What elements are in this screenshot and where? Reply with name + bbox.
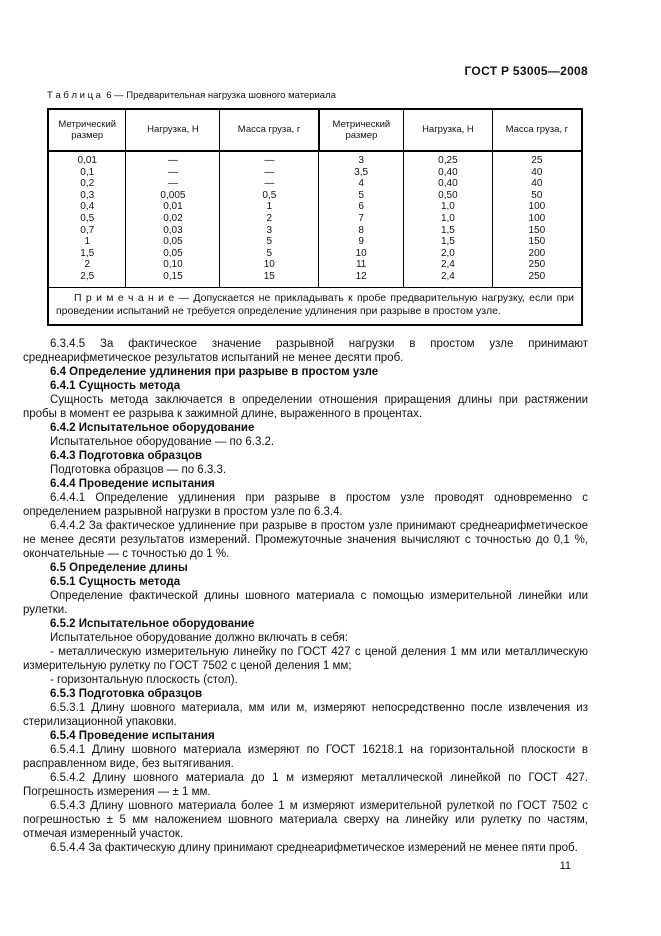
table-cell: 8 [319, 225, 404, 237]
paragraph: Сущность метода заключается в определении отношения приращения длины при растяжении пробы в момент ее разрыва к зажимной длине, выраженного в процентах. [23, 393, 588, 420]
table-cell: 0,05 [126, 248, 220, 260]
table-cell: 2 [220, 213, 319, 225]
paragraph: 6.5.4.3 Длину шовного материала более 1 м измеряют измерительной рулеткой по ГОСТ 7502 с погрешностью ± 5 мм наложением шовного материала сверху на линейку или рулетку по частям, отмечая измеренный участок. [23, 799, 588, 840]
table-row [48, 190, 582, 202]
table-cell: 0,10 [126, 259, 220, 271]
table-cell: 250 [492, 259, 582, 271]
table-row [48, 259, 582, 271]
table-cell: — [126, 151, 220, 167]
table-cell: 1,0 [404, 201, 493, 213]
note-text: — Допускается не прикладывать к пробе предварительную нагрузку, если при проведении испытаний не требуется определение удлинения при разрыве в простом узле. [56, 291, 574, 317]
table-cell: 5 [319, 190, 404, 202]
table-cell: — [220, 167, 319, 179]
table-cell: 0,40 [404, 167, 493, 179]
table-caption [47, 90, 588, 102]
table-cell: 3 [319, 151, 404, 167]
section-heading: 6.4.1 Сущность метода [50, 379, 181, 392]
table-cell: 1,5 [404, 236, 493, 248]
table-cell: 25 [492, 151, 582, 167]
column-header: Нагрузка, Н [126, 109, 220, 151]
table-row [48, 167, 582, 179]
table-note-cell [48, 287, 582, 325]
column-header: Масса груза, г [492, 109, 582, 151]
table-cell: 7 [319, 213, 404, 225]
table-cell: 150 [492, 236, 582, 248]
table-row [48, 151, 582, 167]
table-cell: 2 [48, 259, 126, 271]
column-header: Масса груза, г [220, 109, 319, 151]
table-cell: 100 [492, 213, 582, 225]
preload-table [47, 108, 583, 326]
table-cell: 40 [492, 167, 582, 179]
running-header [23, 64, 588, 78]
section-heading: 6.5.2 Испытательное оборудование [50, 617, 255, 630]
table-caption-label: Т а б л и ц а 6 [47, 90, 112, 101]
table-cell: 10 [220, 259, 319, 271]
section-heading: 6.5 Определение длины [50, 561, 188, 574]
table-cell: 250 [492, 271, 582, 287]
table-cell: 5 [220, 248, 319, 260]
table-cell: 200 [492, 248, 582, 260]
paragraph: 6.5.4.4 За фактическую длину принимают среднеарифметическое измерений не менее пяти проб. [50, 841, 578, 854]
table-cell: 0,3 [48, 190, 126, 202]
table-cell: 0,03 [126, 225, 220, 237]
note-label: П р и м е ч а н и е [74, 291, 175, 304]
table-cell: 0,2 [48, 178, 126, 190]
table-row [48, 225, 582, 237]
paragraph: - горизонтальную плоскость (стол). [50, 673, 238, 686]
table-row [48, 178, 582, 190]
column-header: Метрический размер [319, 109, 404, 151]
table-cell: 0,40 [404, 178, 493, 190]
table-cell: — [126, 178, 220, 190]
paragraph: 6.4.4.2 За фактическое удлинение при разрыве в простом узле принимают среднеарифметическое не менее десяти результатов измерений. Промежуточные значения вычисляют с точностью до 0,1 %, окончательные — с точностью до 1 %. [23, 519, 588, 560]
table-cell: 3 [220, 225, 319, 237]
page-number: 11 [559, 859, 571, 872]
section-heading: 6.4.2 Испытательное оборудование [50, 421, 255, 434]
table-cell: 0,005 [126, 190, 220, 202]
table-cell: 3,5 [319, 167, 404, 179]
table-caption-title: — Предварительная нагрузка шовного материала [111, 90, 336, 101]
section-heading: 6.4 Определение удлинения при разрыве в простом узле [50, 365, 379, 378]
table-cell: 1 [220, 201, 319, 213]
table-cell: 1,5 [48, 248, 126, 260]
table-cell: 0,7 [48, 225, 126, 237]
table-cell: 11 [319, 259, 404, 271]
paragraph: 6.5.3.1 Длину шовного материала, мм или м, измеряют непосредственно после извлечения из стерилизационной упаковки. [23, 701, 588, 728]
table-cell: 1,5 [404, 225, 493, 237]
section-heading: 6.5.3 Подготовка образцов [50, 687, 203, 700]
table-cell: 12 [319, 271, 404, 287]
table-note-row [48, 287, 582, 325]
table-cell: 0,1 [48, 167, 126, 179]
table-cell: — [126, 167, 220, 179]
table-cell: 50 [492, 190, 582, 202]
table-cell: — [220, 178, 319, 190]
paragraph: 6.4.4.1 Определение удлинения при разрыве в простом узле проводят одновременно с определением разрывной нагрузки в простом узле по 6.3.4. [23, 491, 588, 518]
body-text [23, 337, 588, 855]
table-row [48, 271, 582, 287]
paragraph: Испытательное оборудование — по 6.3.2. [50, 435, 275, 448]
standard-number: ГОСТ Р 53005—2008 [464, 64, 588, 78]
paragraph: 6.5.4.1 Длину шовного материала измеряют по ГОСТ 16218.1 на горизонтальной плоскости в расправленном виде, без вытягивания. [23, 743, 588, 770]
table-cell: 2,4 [404, 271, 493, 287]
table-cell: 0,25 [404, 151, 493, 167]
table-row [48, 248, 582, 260]
paragraph: Испытательное оборудование должно включать в себя: [50, 631, 349, 644]
table-cell: 0,5 [48, 213, 126, 225]
section-heading: 6.4.3 Подготовка образцов [50, 449, 203, 462]
table-cell: 0,15 [126, 271, 220, 287]
table-cell: 0,4 [48, 201, 126, 213]
table-cell: 0,5 [220, 190, 319, 202]
table-cell: 0,01 [48, 151, 126, 167]
table-cell: 2,5 [48, 271, 126, 287]
table-cell: 0,01 [126, 201, 220, 213]
paragraph: Подготовка образцов — по 6.3.3. [50, 463, 227, 476]
table-cell: 1,0 [404, 213, 493, 225]
paragraph: 6.3.4.5 За фактическое значение разрывной нагрузки в простом узле принимают среднеарифметическое результатов испытаний не менее десяти проб. [23, 337, 588, 364]
table-cell: 100 [492, 201, 582, 213]
paragraph: 6.5.4.2 Длину шовного материала до 1 м измеряют металлической линейкой по ГОСТ 427. Погрешность измерения — ± 1 мм. [23, 771, 588, 798]
table-cell: 150 [492, 225, 582, 237]
table-cell: 9 [319, 236, 404, 248]
table-cell: 6 [319, 201, 404, 213]
table-row [48, 213, 582, 225]
table-header-row [48, 109, 582, 151]
section-heading: 6.5.4 Проведение испытания [50, 729, 215, 742]
table-cell: 40 [492, 178, 582, 190]
table-row [48, 201, 582, 213]
table-row [48, 236, 582, 248]
table-cell: 4 [319, 178, 404, 190]
section-heading: 6.5.1 Сущность метода [50, 575, 181, 588]
section-heading: 6.4.4 Проведение испытания [50, 477, 215, 490]
table-cell: 15 [220, 271, 319, 287]
table-cell: 10 [319, 248, 404, 260]
column-header: Нагрузка, Н [404, 109, 493, 151]
table-cell: 5 [220, 236, 319, 248]
paragraph: - металлическую измерительную линейку по ГОСТ 427 с ценой деления 1 мм или металлическую измерительную рулетку по ГОСТ 7502 с ценой деления 1 мм; [23, 645, 588, 672]
paragraph: Определение фактической длины шовного материала с помощью измерительной линейки или рулетки. [23, 589, 588, 616]
table-cell: 2,0 [404, 248, 493, 260]
table-cell: 0,02 [126, 213, 220, 225]
column-header: Метрический размер [48, 109, 126, 151]
table-cell: 1 [48, 236, 126, 248]
table-cell: 0,05 [126, 236, 220, 248]
table-body [48, 151, 582, 287]
table-cell: — [220, 151, 319, 167]
table-cell: 0,50 [404, 190, 493, 202]
table-cell: 2,4 [404, 259, 493, 271]
